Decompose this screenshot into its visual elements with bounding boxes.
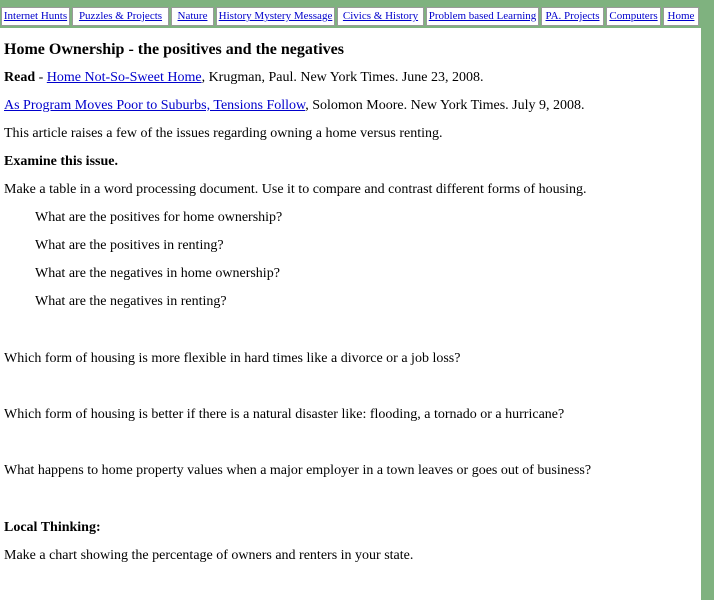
nav-link-pa-projects[interactable]: PA. Projects (545, 10, 600, 22)
read-line (4, 69, 484, 87)
read-dash: - (35, 70, 47, 85)
question-employer: What happens to home property values when a major employer in a town leaves or goes out of business? (4, 463, 592, 478)
top-navigation (0, 0, 701, 28)
question-item: What are the positives in renting? (35, 238, 224, 253)
page-title: Home Ownership - the positives and the negatives (4, 41, 344, 58)
article2-citation: , Solomon Moore. New York Times. July 9, 2008. (305, 98, 585, 113)
read-label: Read (4, 70, 36, 85)
nav-item-nature[interactable] (171, 7, 214, 26)
nav-link-home[interactable]: Home (667, 10, 695, 22)
nav-link-history-mystery-message[interactable]: History Mystery Message (218, 10, 333, 22)
chart-instruction: Make a chart showing the percentage of owners and renters in your state. (4, 548, 414, 563)
nav-link-problem-based-learning[interactable]: Problem based Learning (428, 10, 537, 22)
article1-citation: , Krugman, Paul. New York Times. June 23, 2008. (201, 70, 484, 85)
question-disaster: Which form of housing is better if there is a natural disaster like: flooding, a tornado or a hurricane? (4, 407, 565, 422)
nav-link-puzzles-projects[interactable]: Puzzles & Projects (78, 10, 163, 22)
local-thinking-heading (4, 519, 101, 537)
nav-link-civics-history[interactable]: Civics & History (342, 10, 419, 22)
examine-heading (4, 153, 118, 171)
nav-item-home[interactable] (663, 7, 699, 26)
nav-link-computers[interactable]: Computers (609, 10, 658, 22)
nav-item-problem-based-learning[interactable] (426, 7, 539, 26)
examine-heading-text: Examine this issue. (4, 154, 118, 169)
nav-item-history-mystery-message[interactable] (216, 7, 335, 26)
question-flexible: Which form of housing is more flexible in hard times like a divorce or a job loss? (4, 351, 461, 366)
nav-item-internet-hunts[interactable] (1, 7, 70, 26)
nav-item-computers[interactable] (606, 7, 661, 26)
nav-item-puzzles-projects[interactable] (72, 7, 169, 26)
nav-item-civics-history[interactable] (337, 7, 424, 26)
local-thinking-heading-text: Local Thinking: (4, 520, 101, 535)
question-item: What are the negatives in renting? (35, 294, 227, 309)
nav-link-nature[interactable]: Nature (177, 10, 208, 22)
question-item: What are the positives for home ownership? (35, 210, 283, 225)
nav-item-pa-projects[interactable] (541, 7, 604, 26)
article-link-poor-to-suburbs[interactable]: As Program Moves Poor to Suburbs, Tensions Follow (4, 98, 306, 113)
intro-text: This article raises a few of the issues regarding owning a home versus renting. (4, 126, 443, 141)
question-item: What are the negatives in home ownership? (35, 266, 280, 281)
article2-line (4, 97, 584, 115)
nav-link-internet-hunts[interactable]: Internet Hunts (3, 10, 68, 22)
article-link-home-not-so-sweet[interactable]: Home Not-So-Sweet Home (46, 70, 202, 85)
table-instruction: Make a table in a word processing document. Use it to compare and contrast different forms of housing. (4, 182, 587, 197)
